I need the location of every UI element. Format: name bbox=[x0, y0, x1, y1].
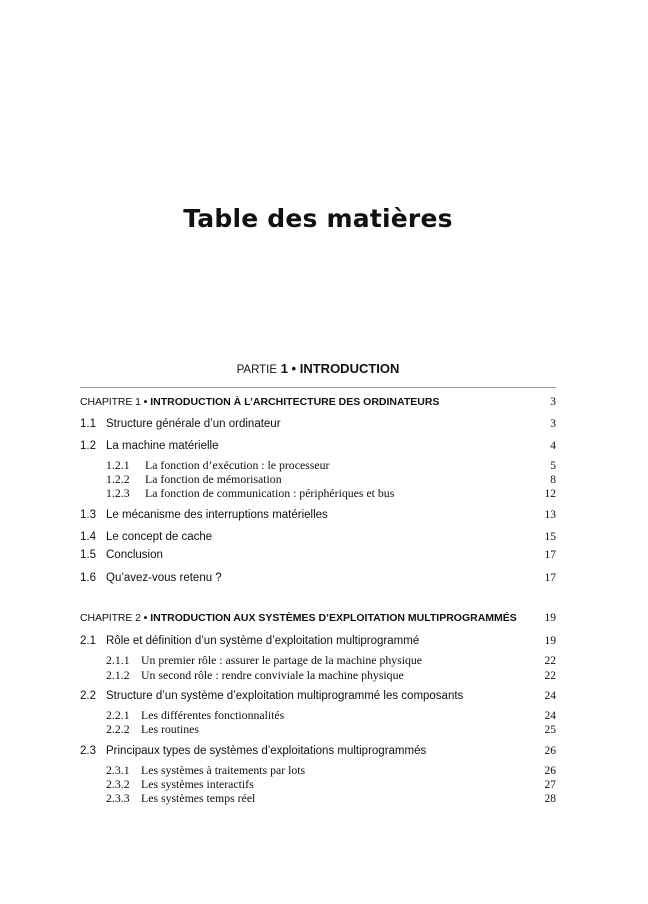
part-bullet: • bbox=[291, 361, 297, 376]
page-number: 5 bbox=[550, 460, 556, 472]
subsection-number: 2.1.2 bbox=[106, 668, 130, 682]
subsection-title: La fonction de mémorisation bbox=[145, 472, 282, 486]
subsection-title: Les différentes fonctionnalités bbox=[141, 708, 285, 722]
section-title: Conclusion bbox=[106, 549, 163, 561]
subsection-number: 2.3.1 bbox=[106, 763, 130, 777]
page-number: 24 bbox=[544, 710, 556, 722]
toc-section-row[interactable] bbox=[80, 690, 556, 706]
section-number: 1.2 bbox=[80, 440, 96, 452]
page-number: 22 bbox=[544, 655, 556, 667]
page-number: 24 bbox=[544, 690, 556, 702]
section-title: Principaux types de systèmes d’exploitations multiprogrammés bbox=[106, 745, 427, 757]
toc-section-row[interactable] bbox=[80, 572, 556, 588]
subsection-title: La fonction de communication : périphériques et bus bbox=[145, 486, 395, 500]
chapter-title: INTRODUCTION À L’ARCHITECTURE DES ORDINATEURS bbox=[150, 396, 440, 408]
section-number: 1.5 bbox=[80, 549, 96, 561]
subsection-title: Un premier rôle : assurer le partage de la machine physique bbox=[141, 653, 423, 667]
toc-subsection-row[interactable] bbox=[106, 722, 556, 738]
section-title: La machine matérielle bbox=[106, 440, 219, 452]
subsection-number: 2.1.1 bbox=[106, 653, 130, 667]
page-title: Table des matières bbox=[183, 204, 453, 233]
chapter-title: INTRODUCTION AUX SYSTÈMES D’EXPLOITATION MULTIPROGRAMMÉS bbox=[150, 612, 517, 624]
chapter-heading bbox=[80, 396, 526, 408]
section-title: Rôle et définition d’un système d’exploitation multiprogrammé bbox=[106, 635, 420, 647]
toc-subsection-row[interactable] bbox=[106, 653, 556, 669]
subsection-number: 1.2.2 bbox=[106, 472, 130, 486]
toc-subsection-row[interactable] bbox=[106, 791, 556, 807]
section-title: Le concept de cache bbox=[106, 531, 213, 543]
page-number: 3 bbox=[550, 396, 556, 408]
chapter-bullet: • bbox=[143, 612, 151, 624]
page-number: 25 bbox=[544, 724, 556, 736]
page-number: 17 bbox=[544, 572, 556, 584]
page-number: 28 bbox=[544, 793, 556, 805]
subsection-number: 2.3.2 bbox=[106, 777, 130, 791]
subsection-title: Un second rôle : rendre conviviale la machine physique bbox=[141, 668, 404, 682]
toc-section-row[interactable] bbox=[80, 509, 556, 525]
chapter-bullet: • bbox=[143, 396, 151, 408]
section-title: Structure générale d’un ordinateur bbox=[106, 418, 281, 430]
page-number: 19 bbox=[544, 635, 556, 647]
section-number: 1.4 bbox=[80, 531, 96, 543]
chapter-heading bbox=[80, 612, 526, 624]
section-number: 1.1 bbox=[80, 418, 96, 430]
page-number: 13 bbox=[544, 509, 556, 521]
toc-section-row[interactable] bbox=[80, 440, 556, 456]
section-title: Le mécanisme des interruptions matérielles bbox=[106, 509, 328, 521]
subsection-number: 1.2.1 bbox=[106, 458, 130, 472]
subsection-title: Les systèmes interactifs bbox=[141, 777, 254, 791]
subsection-number: 2.2.1 bbox=[106, 708, 130, 722]
toc-section-row[interactable] bbox=[80, 418, 556, 434]
toc-chapter-row[interactable] bbox=[80, 396, 556, 412]
page-number: 26 bbox=[544, 765, 556, 777]
page-number: 19 bbox=[544, 612, 556, 624]
toc-section-row[interactable] bbox=[80, 549, 556, 565]
chapter-label: CHAPITRE 2 bbox=[80, 612, 144, 624]
page-number: 12 bbox=[544, 488, 556, 500]
section-title: Structure d’un système d’exploitation multiprogrammé les composants bbox=[106, 690, 464, 702]
section-number: 1.6 bbox=[80, 572, 96, 584]
part-title: INTRODUCTION bbox=[299, 361, 400, 376]
page-number: 26 bbox=[544, 745, 556, 757]
page-number: 15 bbox=[544, 531, 556, 543]
part-number: 1 bbox=[280, 361, 288, 376]
subsection-title: Les systèmes temps réel bbox=[141, 791, 256, 805]
subsection-number: 1.2.3 bbox=[106, 486, 130, 500]
toc-subsection-row[interactable] bbox=[106, 486, 556, 502]
section-number: 1.3 bbox=[80, 509, 96, 521]
part-label: PARTIE bbox=[236, 364, 278, 376]
page-number: 8 bbox=[550, 474, 556, 486]
section-title: Qu’avez-vous retenu ? bbox=[106, 572, 222, 584]
toc-section-row[interactable] bbox=[80, 745, 556, 761]
page-number: 22 bbox=[544, 670, 556, 682]
page-number: 4 bbox=[550, 440, 556, 452]
chapter-label: CHAPITRE 1 bbox=[80, 396, 144, 408]
section-number: 2.3 bbox=[80, 745, 96, 757]
subsection-number: 2.2.2 bbox=[106, 722, 130, 736]
toc-chapter-row[interactable] bbox=[80, 612, 556, 628]
toc-section-row[interactable] bbox=[80, 531, 556, 547]
page-number: 17 bbox=[544, 549, 556, 561]
subsection-title: Les systèmes à traitements par lots bbox=[141, 763, 306, 777]
section-number: 2.1 bbox=[80, 635, 96, 647]
toc-subsection-row[interactable] bbox=[106, 668, 556, 684]
section-number: 2.2 bbox=[80, 690, 96, 702]
subsection-title: Les routines bbox=[141, 722, 199, 736]
toc-section-row[interactable] bbox=[80, 635, 556, 651]
page-number: 27 bbox=[544, 779, 556, 791]
subsection-number: 2.3.3 bbox=[106, 791, 130, 805]
subsection-title: La fonction d’exécution : le processeur bbox=[145, 458, 330, 472]
page-number: 3 bbox=[550, 418, 556, 430]
